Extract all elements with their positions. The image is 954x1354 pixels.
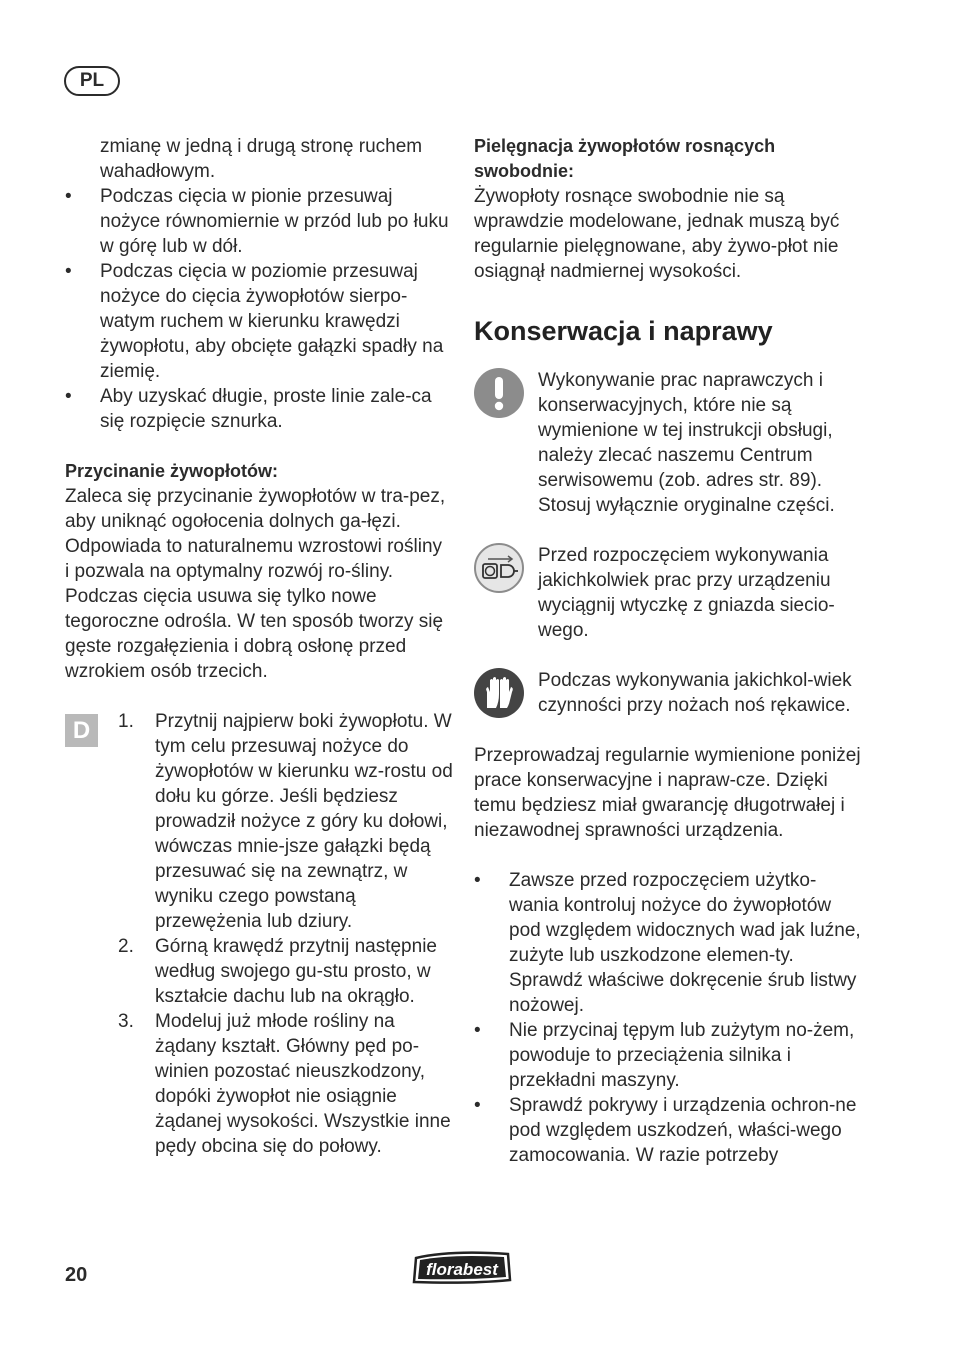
care-paragraph: Żywopłoty rosnące swobodnie nie są wprawdzie modelowane, jednak muszą być regularnie pielęgnowane, aby żywo-płot nie osiągnął nadmiernej wysokości. [474,186,840,282]
trim-steps-list [118,709,458,1159]
continued-text: zmianę w jedną i drugą stronę ruchem wahadłowym. [100,136,423,182]
gloves-note [474,668,864,718]
list-item [118,1009,458,1159]
list-item [118,934,458,1009]
brand-wordmark: florabest [426,1260,498,1279]
unplug-note [474,543,864,643]
step-number: 1. [118,711,134,732]
step-number: 2. [118,936,134,957]
right-column [474,134,864,1168]
step-text: Przytnij najpierw boki żywopłotu. W tym celu przesuwaj nożyce do żywopłotów w kierunku wz-rostu od dołu ku górze. Jeśli będziesz prowadził nożyce z góry ku dołowi, wówczas mnie-jsze gałązki będą przesuwać się na zewnątrz, w wyniku czego powstaną przewężenia lub dziury. [155,711,453,932]
unplug-icon [474,543,524,593]
warning-note [474,368,864,518]
list-item [118,709,458,934]
step-number: 3. [118,1011,134,1032]
maintenance-intro: Przeprowadzaj regularnie wymienione poniżej prace konserwacyjne i napraw-cze. Dzięki temu będziesz miał gwarancję długotrwałej i niezawodnej sprawności urządzenia. [474,745,861,841]
section-title: Konserwacja i naprawy [474,316,773,346]
gloves-text: Podczas wykonywania jakichkol-wiek czynności przy nożach noś rękawice. [538,670,852,716]
left-column [65,134,450,684]
list-item: • Zawsze przed rozpoczęciem użytko-wania kontroluj nożyce do żywopłotów pod względem widocznych wad jak luźne, zużyte lub uszkodzone elemen-ty. Sprawdź właściwe dokręcenie śrub listwy nożowej. [474,868,864,1018]
figure-label-badge: D [65,714,98,747]
list-item: • Podczas cięcia w pionie przesuwaj nożyce równomiernie w przód lub po łuku w górę lub w dół. [65,184,450,259]
list-item: • Podczas cięcia w poziomie przesuwaj nożyce do cięcia żywopłotów sierpo-watym ruchem w kierunku krawędzi żywopłotu, aby obcięte gałązki spadły na ziemię. [65,259,450,384]
exclamation-icon [474,368,524,418]
list-item: • Sprawdź pokrywy i urządzenia ochron-ne pod względem uszkodzeń, właści-wego zamocowania. W razie potrzeby [474,1093,864,1168]
cutting-bullet-list [65,184,450,434]
list-item: • Aby uzyskać długie, proste linie zale-ca się rozpięcie sznurka. [65,384,450,434]
care-heading: Pielęgnacja żywopłotów rosnących swobodnie: [474,136,776,181]
maintenance-bullet-list [474,868,864,1168]
gloves-icon [474,668,524,718]
step-text: Modeluj już młode rośliny na żądany kształt. Główny pęd po-winien pozostać nieuszkodzony, dopóki żywopłot nie osiągnie żądanej wysokości. Wszystkie inne pędy obcina się do połowy. [155,1011,451,1157]
trim-paragraph: Zaleca się przycinanie żywopłotów w tra-pez, aby uniknąć ogołocenia dolnych ga-łęzi. Odpowiada to naturalnemu wzrostowi rośliny i pozwala na optymalny rozwój ro-śliny. Podczas cięcia usuwa się tylko nowe tegoroczne odrośla. W ten sposób tworzy się gęste rozgałęzienia i dobrą osłonę przed wzrokiem osób trzecich. [65,486,446,682]
language-badge: PL [64,66,120,96]
trim-heading: Przycinanie żywopłotów: [65,461,279,481]
unplug-text: Przed rozpoczęciem wykonywania jakichkolwiek prac przy urządzeniu wyciągnij wtyczkę z gniazda siecio-wego. [538,545,835,641]
florabest-logo [410,1246,514,1286]
warning-text: Wykonywanie prac naprawczych i konserwacyjnych, które nie są wymienione w tej instrukcji obsługi, należy zlecać naszemu Centrum serwisowemu (zob. adres str. 89). Stosuj wyłącznie oryginalne części. [538,370,835,516]
list-item: • Nie przycinaj tępym lub zużytym no-żem, powoduje to przeciążenia silnika i przekładni maszyny. [474,1018,864,1093]
step-text: Górną krawędź przytnij następnie według swojego gu-stu prosto, w kształcie dachu lub na okrągło. [155,936,437,1007]
page-number: 20 [65,1264,88,1286]
